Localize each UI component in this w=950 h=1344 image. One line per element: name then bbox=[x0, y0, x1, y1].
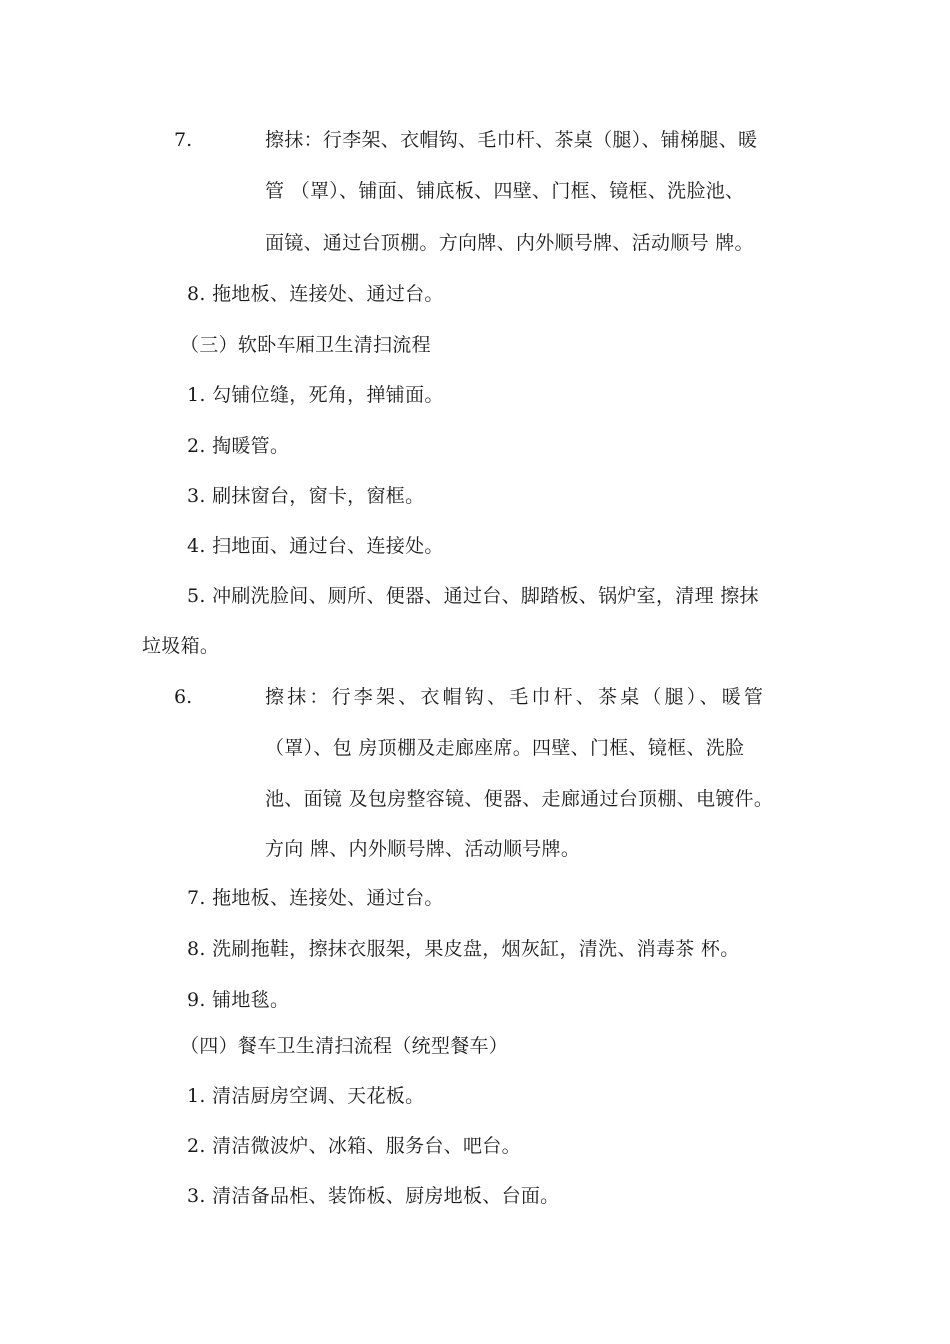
item-7-line-1: 擦抹：行李架、衣帽钩、毛巾杆、茶桌（腿）、铺梯腿、暖 bbox=[265, 129, 758, 151]
list-item: 7. 拖地板、连接处、通过台。 bbox=[187, 887, 444, 909]
list-item: 3. 清洁备品柜、装饰板、厨房地板、台面。 bbox=[187, 1185, 560, 1207]
item-6-number: 6. bbox=[174, 686, 193, 708]
list-item: 4. 扫地面、通过台、连接处。 bbox=[187, 535, 444, 557]
item-6-line-3: 池、面镜 及包房整容镜、便器、走廊通过台顶棚、电镀件。 bbox=[265, 788, 774, 810]
list-item: 2. 清洁微波炉、冰箱、服务台、吧台。 bbox=[187, 1135, 521, 1157]
section-4-heading: （四）餐车卫生清扫流程（统型餐车） bbox=[180, 1035, 509, 1057]
item-7-line-2: 管 （罩）、铺面、铺底板、四壁、门框、镜框、洗脸池、 bbox=[265, 180, 745, 202]
item-8: 8. 拖地板、连接处、通过台。 bbox=[187, 283, 444, 305]
list-item: 1. 清洁厨房空调、天花板。 bbox=[187, 1085, 425, 1107]
list-item: 5. 冲刷洗脸间、厕所、便器、通过台、脚踏板、锅炉室，清理 擦抹 bbox=[187, 585, 759, 607]
item-7-number: 7. bbox=[174, 129, 193, 151]
item-7-line-3: 面镜、通过台顶棚。方向牌、内外顺号牌、活动顺号 牌。 bbox=[265, 232, 754, 254]
section-3-heading: （三）软卧车厢卫生清扫流程 bbox=[180, 334, 431, 356]
item-6-line-2: （罩）、包 房顶棚及走廊座席。四壁、门框、镜框、洗脸 bbox=[265, 737, 745, 759]
item-6-line-1: 擦抹：行李架、衣帽钩、毛巾杆、茶桌（腿）、暖管 bbox=[265, 686, 767, 708]
list-item-continuation: 垃圾箱。 bbox=[142, 635, 220, 657]
list-item: 9. 铺地毯。 bbox=[187, 989, 290, 1011]
list-item: 3. 刷抹窗台，窗卡，窗框。 bbox=[187, 485, 425, 507]
list-item: 1. 勾铺位缝，死角，掸铺面。 bbox=[187, 384, 444, 406]
list-item: 2. 掏暖管。 bbox=[187, 435, 290, 457]
list-item: 8. 洗刷拖鞋，擦抹衣服架，果皮盘，烟灰缸，清洗、消毒茶 杯。 bbox=[187, 938, 740, 960]
item-6-line-4: 方向 牌、内外顺号牌、活动顺号牌。 bbox=[265, 838, 581, 860]
